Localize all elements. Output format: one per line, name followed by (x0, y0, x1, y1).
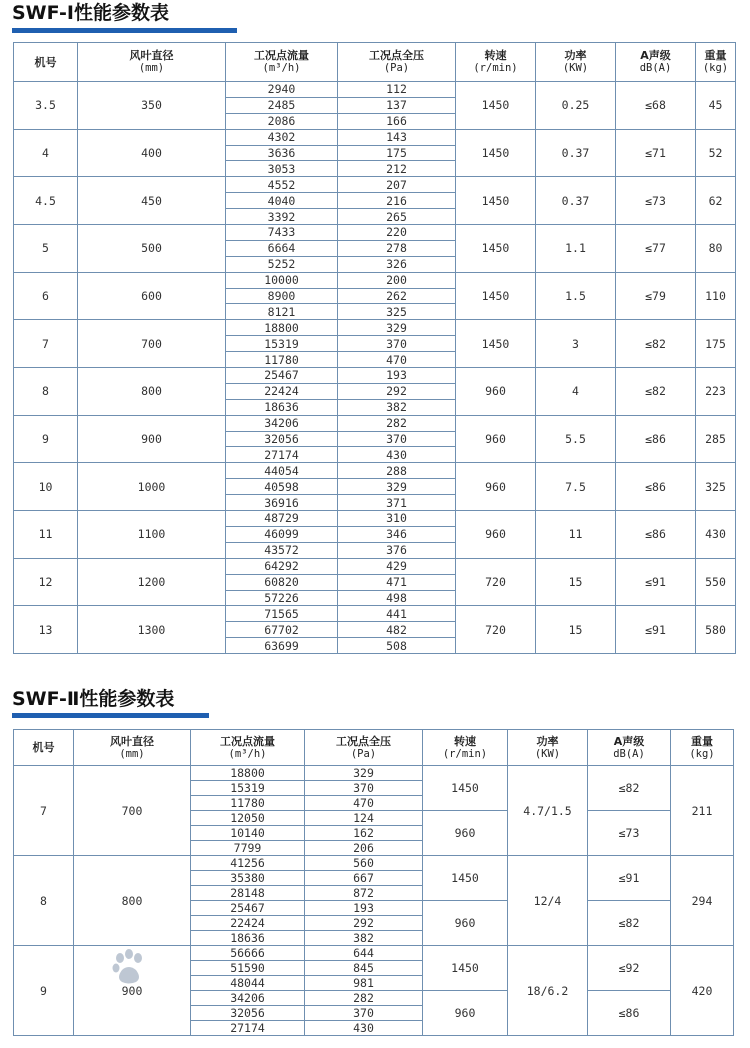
flow-value: 63699 (226, 638, 338, 654)
column-header (226, 43, 338, 82)
power-value: 3 (536, 320, 616, 368)
weight-value: 325 (696, 463, 736, 511)
pressure-value: 370 (338, 431, 456, 447)
table-row (14, 946, 734, 961)
pressure-value: 175 (338, 145, 456, 161)
pressure-value: 265 (338, 209, 456, 225)
pressure-value: 112 (338, 82, 456, 98)
speed-value: 1450 (456, 320, 536, 368)
flow-value: 67702 (226, 622, 338, 638)
pressure-value: 471 (338, 574, 456, 590)
flow-value: 48044 (191, 976, 305, 991)
impeller-diameter: 900 (74, 946, 191, 1036)
speed-value: 960 (423, 991, 508, 1036)
power-value: 4.7/1.5 (508, 766, 588, 856)
flow-value: 15319 (226, 336, 338, 352)
power-value: 5.5 (536, 415, 616, 463)
model-number: 6 (14, 272, 78, 320)
flow-value: 22424 (226, 383, 338, 399)
column-header-name: 重量 (691, 734, 713, 748)
flow-value: 5252 (226, 256, 338, 272)
flow-value: 18800 (226, 320, 338, 336)
pressure-value: 282 (338, 415, 456, 431)
flow-value: 32056 (191, 1006, 305, 1021)
column-header-name: 风叶直径 (129, 49, 174, 62)
model-number: 3.5 (14, 82, 78, 130)
sound-level-value: ≤73 (616, 177, 696, 225)
sound-level-value: ≤82 (616, 320, 696, 368)
column-header-name: 工况点全压 (336, 734, 391, 748)
flow-value: 34206 (191, 991, 305, 1006)
flow-value: 2086 (226, 113, 338, 129)
table-row (14, 606, 736, 622)
table-row (14, 177, 736, 193)
speed-value: 720 (456, 606, 536, 654)
column-header (78, 43, 226, 82)
flow-value: 3636 (226, 145, 338, 161)
pressure-value: 346 (338, 526, 456, 542)
column-header (423, 730, 508, 766)
weight-value: 285 (696, 415, 736, 463)
flow-value: 4040 (226, 193, 338, 209)
pressure-value: 166 (338, 113, 456, 129)
pressure-value: 981 (305, 976, 423, 991)
sound-level-value: ≤86 (616, 415, 696, 463)
impeller-diameter: 1200 (78, 558, 226, 606)
section1-title: SWF-Ⅰ性能参数表 (12, 2, 169, 24)
sound-level-value: ≤82 (588, 766, 671, 811)
flow-value: 7433 (226, 225, 338, 241)
flow-value: 18636 (191, 931, 305, 946)
sound-level-value: ≤91 (616, 558, 696, 606)
flow-value: 51590 (191, 961, 305, 976)
column-header-unit: (kg) (689, 747, 715, 760)
flow-value: 41256 (191, 856, 305, 871)
weight-value: 110 (696, 272, 736, 320)
impeller-diameter: 900 (78, 415, 226, 463)
column-header (191, 730, 305, 766)
sound-level-value: ≤71 (616, 129, 696, 177)
weight-value: 80 (696, 225, 736, 273)
pressure-value: 382 (305, 931, 423, 946)
pressure-value: 278 (338, 240, 456, 256)
pressure-value: 143 (338, 129, 456, 145)
column-header (616, 43, 696, 82)
pressure-value: 193 (338, 368, 456, 384)
flow-value: 46099 (226, 526, 338, 542)
pressure-value: 216 (338, 193, 456, 209)
pressure-value: 482 (338, 622, 456, 638)
pressure-value: 371 (338, 495, 456, 511)
pressure-value: 124 (305, 811, 423, 826)
pressure-value: 370 (305, 1006, 423, 1021)
table-row (14, 272, 736, 288)
model-number: 13 (14, 606, 78, 654)
table-row (14, 129, 736, 145)
flow-value: 64292 (226, 558, 338, 574)
table-row (14, 225, 736, 241)
model-number: 5 (14, 225, 78, 273)
weight-value: 430 (696, 511, 736, 559)
pressure-value: 162 (305, 826, 423, 841)
speed-value: 960 (456, 463, 536, 511)
impeller-diameter: 350 (78, 82, 226, 130)
table-row (14, 415, 736, 431)
column-header-unit: dB(A) (639, 62, 672, 74)
speed-value: 1450 (423, 856, 508, 901)
column-header-name: 工况点全压 (369, 49, 424, 62)
column-header (305, 730, 423, 766)
flow-value: 4552 (226, 177, 338, 193)
power-value: 0.37 (536, 129, 616, 177)
pressure-value: 137 (338, 97, 456, 113)
column-header-unit: (KW) (562, 62, 589, 74)
column-header-unit: (r/min) (473, 62, 518, 74)
section2-title: SWF-Ⅱ性能参数表 (12, 688, 175, 710)
column-header-unit: (Pa) (350, 747, 377, 760)
weight-value: 45 (696, 82, 736, 130)
section2-underline (12, 713, 209, 718)
column-header-name: 工况点流量 (254, 49, 309, 62)
sound-level-value: ≤86 (616, 511, 696, 559)
flow-value: 27174 (191, 1021, 305, 1036)
model-number: 7 (14, 320, 78, 368)
sound-level-value: ≤92 (588, 946, 671, 991)
flow-value: 71565 (226, 606, 338, 622)
column-header (74, 730, 191, 766)
pressure-value: 429 (338, 558, 456, 574)
flow-value: 60820 (226, 574, 338, 590)
table-row (14, 368, 736, 384)
speed-value: 1450 (456, 225, 536, 273)
flow-value: 43572 (226, 542, 338, 558)
power-value: 4 (536, 368, 616, 416)
speed-value: 960 (423, 901, 508, 946)
pressure-value: 200 (338, 272, 456, 288)
pressure-value: 498 (338, 590, 456, 606)
flow-value: 56666 (191, 946, 305, 961)
power-value: 1.5 (536, 272, 616, 320)
power-value: 12/4 (508, 856, 588, 946)
impeller-diameter: 450 (78, 177, 226, 225)
column-header-name: 转速 (484, 49, 507, 62)
power-value: 7.5 (536, 463, 616, 511)
flow-value: 2940 (226, 82, 338, 98)
power-value: 0.37 (536, 177, 616, 225)
swf1-table (13, 42, 736, 654)
column-header (14, 43, 78, 82)
flow-value: 10140 (191, 826, 305, 841)
flow-value: 7799 (191, 841, 305, 856)
flow-value: 28148 (191, 886, 305, 901)
pressure-value: 382 (338, 399, 456, 415)
column-header (671, 730, 734, 766)
weight-value: 52 (696, 129, 736, 177)
model-number: 9 (14, 946, 74, 1036)
column-header (14, 730, 74, 766)
pressure-value: 376 (338, 542, 456, 558)
weight-value: 211 (671, 766, 734, 856)
flow-value: 8121 (226, 304, 338, 320)
weight-value: 420 (671, 946, 734, 1036)
sound-level-value: ≤68 (616, 82, 696, 130)
sound-level-value: ≤82 (588, 901, 671, 946)
flow-value: 8900 (226, 288, 338, 304)
table-row (14, 463, 736, 479)
pressure-value: 470 (305, 796, 423, 811)
column-header-unit: (Pa) (383, 62, 410, 74)
model-number: 11 (14, 511, 78, 559)
weight-value: 223 (696, 368, 736, 416)
model-number: 7 (14, 766, 74, 856)
column-header-unit: (m³/h) (228, 747, 267, 760)
pressure-value: 326 (338, 256, 456, 272)
sound-level-value: ≤91 (616, 606, 696, 654)
flow-value: 40598 (226, 479, 338, 495)
column-header-name: 转速 (454, 734, 476, 748)
pressure-value: 292 (305, 916, 423, 931)
flow-value: 22424 (191, 916, 305, 931)
flow-value: 12050 (191, 811, 305, 826)
speed-value: 1450 (456, 177, 536, 225)
column-header-unit: (kg) (702, 62, 729, 74)
pressure-value: 667 (305, 871, 423, 886)
speed-value: 960 (456, 368, 536, 416)
weight-value: 580 (696, 606, 736, 654)
column-header (456, 43, 536, 82)
column-header (508, 730, 588, 766)
model-number: 10 (14, 463, 78, 511)
flow-value: 35380 (191, 871, 305, 886)
pressure-value: 370 (338, 336, 456, 352)
weight-value: 62 (696, 177, 736, 225)
column-header (588, 730, 671, 766)
column-header-name: 功率 (536, 734, 559, 748)
power-value: 0.25 (536, 82, 616, 130)
sound-level-value: ≤86 (588, 991, 671, 1036)
impeller-diameter: 800 (78, 368, 226, 416)
flow-value: 11780 (191, 796, 305, 811)
header-row (14, 730, 734, 766)
flow-value: 32056 (226, 431, 338, 447)
sound-level-value: ≤79 (616, 272, 696, 320)
flow-value: 57226 (226, 590, 338, 606)
pressure-value: 282 (305, 991, 423, 1006)
header-row (14, 43, 736, 82)
speed-value: 1450 (456, 272, 536, 320)
flow-value: 34206 (226, 415, 338, 431)
column-header-name: 工况点流量 (220, 734, 275, 748)
pressure-value: 441 (338, 606, 456, 622)
table-row (14, 766, 734, 781)
speed-value: 1450 (423, 766, 508, 811)
pressure-value: 292 (338, 383, 456, 399)
model-number: 9 (14, 415, 78, 463)
pressure-value: 329 (338, 479, 456, 495)
impeller-diameter: 700 (78, 320, 226, 368)
column-header-name: A声级 (613, 734, 645, 748)
power-value: 11 (536, 511, 616, 559)
column-header-name: 风叶直径 (110, 734, 154, 748)
column-header (338, 43, 456, 82)
column-header-unit: (mm) (138, 62, 165, 74)
flow-value: 44054 (226, 463, 338, 479)
column-header-name: 机号 (32, 741, 55, 754)
pressure-value: 310 (338, 511, 456, 527)
impeller-diameter: 500 (78, 225, 226, 273)
power-value: 18/6.2 (508, 946, 588, 1036)
column-header-unit: (KW) (534, 747, 561, 760)
model-number: 8 (14, 856, 74, 946)
column-header-unit: dB(A) (613, 747, 645, 760)
sound-level-value: ≤86 (616, 463, 696, 511)
table-row (14, 320, 736, 336)
pressure-value: 207 (338, 177, 456, 193)
column-header (536, 43, 616, 82)
pressure-value: 508 (338, 638, 456, 654)
column-header-unit: (m³/h) (262, 62, 301, 74)
sound-level-value: ≤73 (588, 811, 671, 856)
pressure-value: 644 (305, 946, 423, 961)
pressure-value: 206 (305, 841, 423, 856)
speed-value: 960 (423, 811, 508, 856)
swf2-table (13, 729, 734, 1036)
flow-value: 11780 (226, 352, 338, 368)
section1-underline (12, 28, 237, 33)
flow-value: 15319 (191, 781, 305, 796)
speed-value: 1450 (423, 946, 508, 991)
impeller-diameter: 1300 (78, 606, 226, 654)
flow-value: 2485 (226, 97, 338, 113)
table-row (14, 82, 736, 98)
pressure-value: 212 (338, 161, 456, 177)
column-header-name: 重量 (704, 49, 727, 62)
pressure-value: 430 (305, 1021, 423, 1036)
flow-value: 48729 (226, 511, 338, 527)
pressure-value: 470 (338, 352, 456, 368)
impeller-diameter: 600 (78, 272, 226, 320)
flow-value: 18636 (226, 399, 338, 415)
pressure-value: 370 (305, 781, 423, 796)
column-header-name: 功率 (564, 49, 587, 62)
impeller-diameter: 400 (78, 129, 226, 177)
pressure-value: 220 (338, 225, 456, 241)
pressure-value: 872 (305, 886, 423, 901)
pressure-value: 845 (305, 961, 423, 976)
table-row (14, 511, 736, 527)
column-header-unit: (r/min) (442, 747, 488, 760)
model-number: 4 (14, 129, 78, 177)
flow-value: 27174 (226, 447, 338, 463)
flow-value: 10000 (226, 272, 338, 288)
speed-value: 960 (456, 415, 536, 463)
sound-level-value: ≤82 (616, 368, 696, 416)
flow-value: 3053 (226, 161, 338, 177)
pressure-value: 325 (338, 304, 456, 320)
power-value: 15 (536, 606, 616, 654)
model-number: 12 (14, 558, 78, 606)
speed-value: 720 (456, 558, 536, 606)
pressure-value: 288 (338, 463, 456, 479)
flow-value: 25467 (226, 368, 338, 384)
model-number: 4.5 (14, 177, 78, 225)
power-value: 15 (536, 558, 616, 606)
column-header-unit: (mm) (119, 747, 145, 760)
weight-value: 175 (696, 320, 736, 368)
pressure-value: 329 (305, 766, 423, 781)
table-row (14, 558, 736, 574)
speed-value: 960 (456, 511, 536, 559)
speed-value: 1450 (456, 129, 536, 177)
weight-value: 294 (671, 856, 734, 946)
impeller-diameter: 800 (74, 856, 191, 946)
column-header-name: A声级 (640, 49, 671, 62)
power-value: 1.1 (536, 225, 616, 273)
sound-level-value: ≤77 (616, 225, 696, 273)
flow-value: 18800 (191, 766, 305, 781)
weight-value: 550 (696, 558, 736, 606)
impeller-diameter: 1000 (78, 463, 226, 511)
table-row (14, 856, 734, 871)
sound-level-value: ≤91 (588, 856, 671, 901)
model-number: 8 (14, 368, 78, 416)
flow-value: 25467 (191, 901, 305, 916)
column-header-name: 机号 (34, 55, 57, 69)
flow-value: 4302 (226, 129, 338, 145)
pressure-value: 560 (305, 856, 423, 871)
pressure-value: 262 (338, 288, 456, 304)
pressure-value: 193 (305, 901, 423, 916)
speed-value: 1450 (456, 82, 536, 130)
impeller-diameter: 700 (74, 766, 191, 856)
pressure-value: 430 (338, 447, 456, 463)
impeller-diameter: 1100 (78, 511, 226, 559)
flow-value: 3392 (226, 209, 338, 225)
flow-value: 36916 (226, 495, 338, 511)
pressure-value: 329 (338, 320, 456, 336)
column-header (696, 43, 736, 82)
flow-value: 6664 (226, 240, 338, 256)
